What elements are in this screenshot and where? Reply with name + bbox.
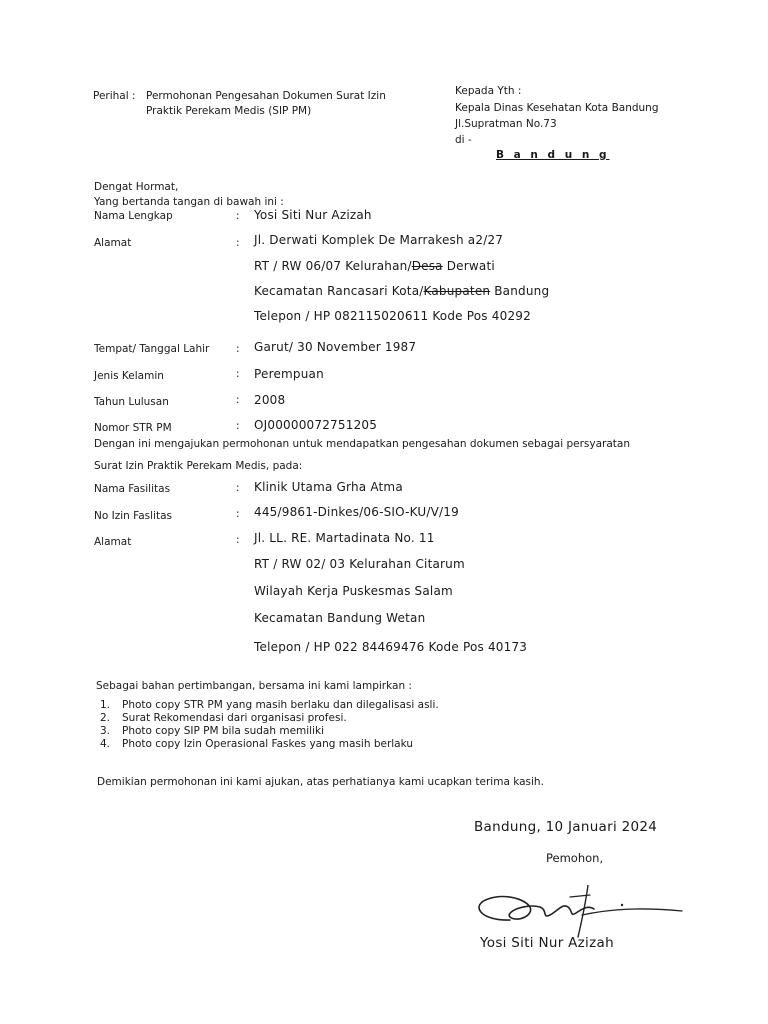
signature-role: Pemohon, [546,851,604,865]
facility-address-label: Alamat [94,536,132,548]
facility-name-label: Nama Fasilitas [94,483,171,495]
colon: : [236,534,240,546]
colon: : [236,368,240,380]
recipient-line-3: Jl.Supratman No.73 [455,118,557,130]
address-line-2: RT / RW 06/07 Kelurahan/Desa Derwati [254,259,495,273]
recipient-line-2: Kepala Dinas Kesehatan Kota Bandung [455,102,659,114]
list-item: 3. Photo copy SIP PM bila sudah memiliki [99,725,325,737]
subject-line-1: Permohonan Pengesahan Dokumen Surat Izin [146,90,386,102]
facility-address-line-1: Jl. LL. RE. Martadinata No. 11 [254,531,435,545]
facility-permit-value: 445/9861-Dinkes/06-SIO-KU/V/19 [254,505,459,519]
gender-label: Jenis Kelamin [94,370,164,382]
struck-word: Kabupaten [423,284,491,298]
closing-text: Demikian permohonan ini kami ajukan, atas perhatianya kami ucapkan terima kasih. [97,776,544,788]
address-line-3: Kecamatan Rancasari Kota/Kabupaten Bandung [254,284,550,298]
colon: : [236,210,240,222]
name-label: Nama Lengkap [94,210,173,222]
colon: : [236,482,240,494]
facility-address-line-2: RT / RW 02/ 03 Kelurahan Citarum [254,557,465,571]
signer-name: Yosi Siti Nur Azizah [480,935,614,951]
facility-address-line-4: Kecamatan Bandung Wetan [254,611,426,625]
colon: : [236,343,240,355]
birth-value: Garut/ 30 November 1987 [254,340,417,354]
attachments-intro: Sebagai bahan pertimbangan, bersama ini kami lampirkan : [96,680,412,692]
intro-text: Yang bertanda tangan di bawah ini : [94,196,284,208]
list-item: 2. Surat Rekomendasi dari organisasi profesi. [99,712,347,724]
recipient-line-1: Kepada Yth : [455,85,522,97]
colon: : [236,420,240,432]
gender-value: Perempuan [254,367,324,381]
colon: : [236,394,240,406]
request-line-1: Dengan ini mengajukan permohonan untuk mendapatkan pengesahan dokumen sebagai persyaratan [94,438,630,450]
subject-label: Perihal : [93,90,136,102]
handwritten-signature [470,885,685,940]
struck-word: Desa [411,259,443,273]
list-item: 1. Photo copy STR PM yang masih berlaku dan dilegalisasi asli. [99,699,439,711]
request-line-2: Surat Izin Praktik Perekam Medis, pada: [94,460,303,472]
facility-address-line-3: Wilayah Kerja Puskesmas Salam [254,584,453,598]
subject-line-2: Praktik Perekam Medis (SIP PM) [146,105,312,117]
facility-address-line-5: Telepon / HP 022 84469476 Kode Pos 40173 [254,640,528,654]
str-label: Nomor STR PM [94,422,172,434]
place-date: Bandung, 10 Januari 2024 [474,819,658,835]
address-line-1: Jl. Derwati Komplek De Marrakesh a2/27 [254,233,504,247]
grad-label: Tahun Lulusan [94,396,169,408]
address-label: Alamat [94,237,132,249]
address-line-4: Telepon / HP 082115020611 Kode Pos 40292 [254,309,531,323]
colon: : [236,508,240,520]
birth-label: Tempat/ Tanggal Lahir [94,343,210,355]
list-item: 4. Photo copy Izin Operasional Faskes yang masih berlaku [99,738,414,750]
greeting: Dengat Hormat, [94,181,179,193]
name-value: Yosi Siti Nur Azizah [254,208,372,222]
colon: : [236,237,240,249]
recipient-city: B a n d u n g [496,149,610,161]
grad-value: 2008 [254,393,286,407]
str-value: OJ00000072751205 [254,418,378,432]
recipient-line-4: di - [455,134,472,146]
facility-permit-label: No Izin Faslitas [94,510,172,522]
facility-name-value: Klinik Utama Grha Atma [254,480,403,494]
